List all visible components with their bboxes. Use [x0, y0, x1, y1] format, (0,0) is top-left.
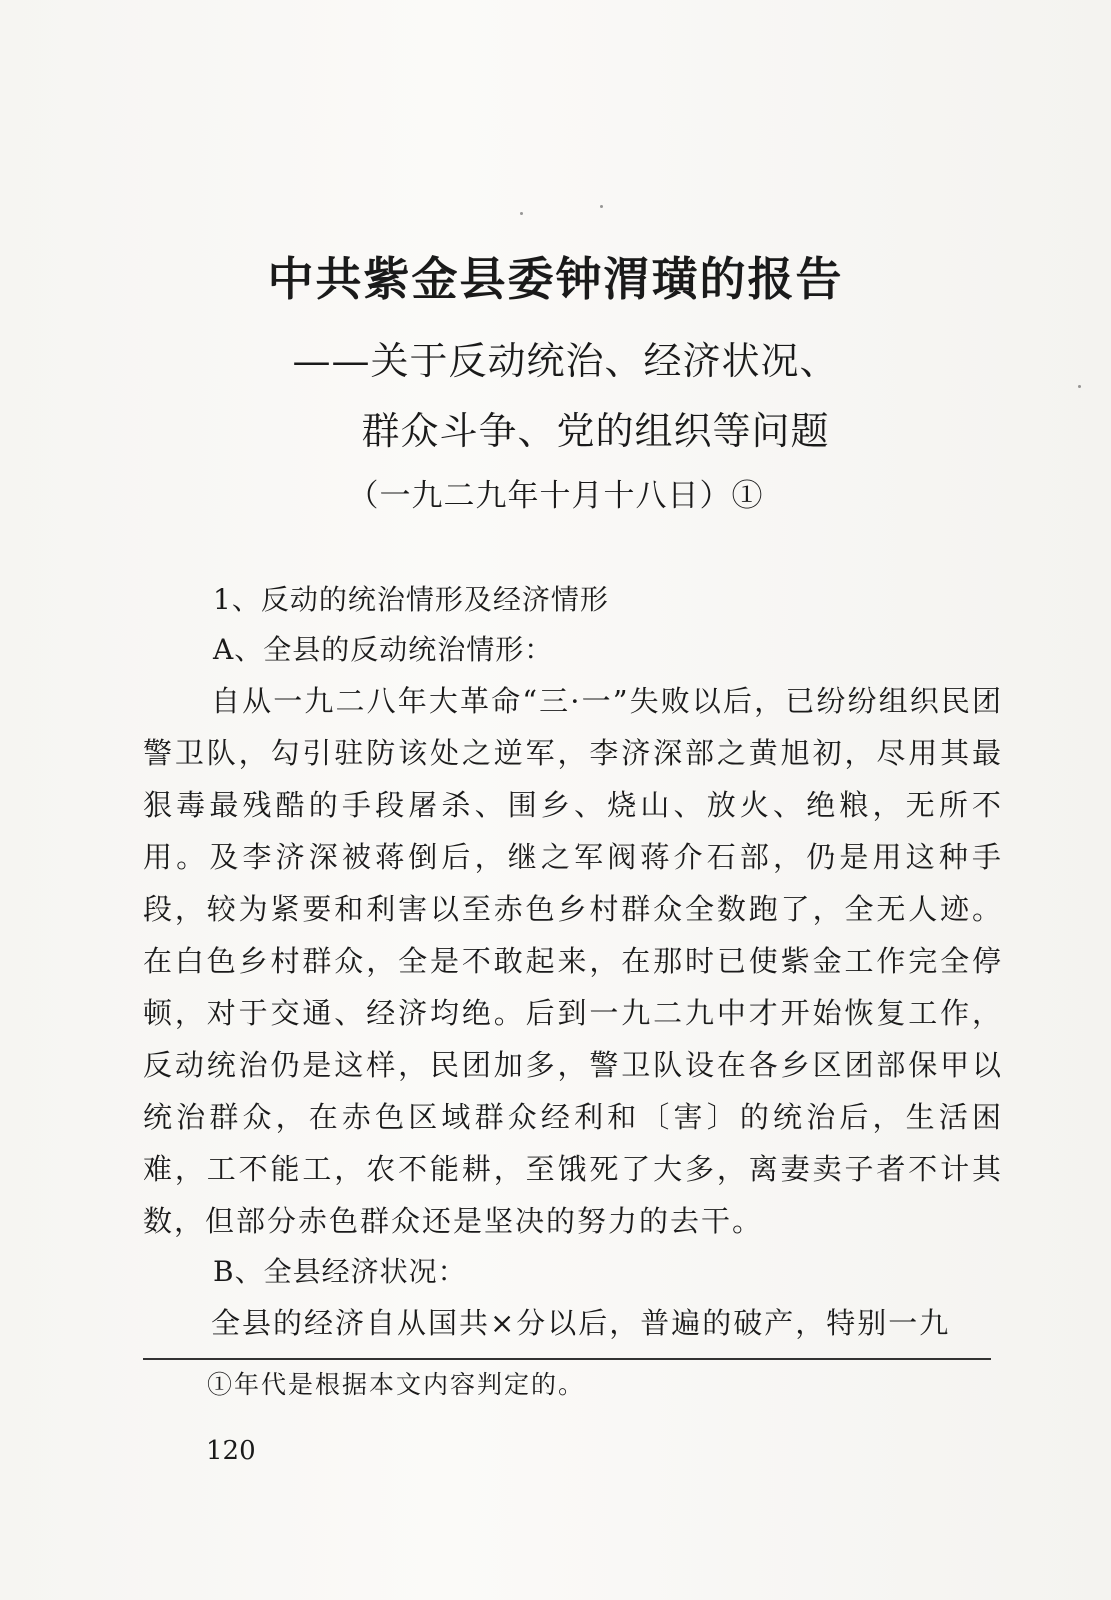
footnote-divider: [143, 1358, 991, 1360]
section-1-heading: 1、反动的统治情形及经济情形: [213, 583, 609, 616]
scan-speck: [520, 212, 523, 215]
document-subtitle-line-1: ——关于反动统治、经济状况、: [292, 339, 839, 383]
document-title: 中共紫金县委钟渭璜的报告: [267, 252, 844, 306]
document-subtitle-line-2: 群众斗争、党的组织等问题: [361, 409, 830, 453]
scan-speck: [600, 205, 603, 208]
section-b-paragraph: 全县的经济自从国共×分以后，普遍的破产，特别一九: [211, 1306, 951, 1340]
section-b-heading: B、全县经济状况：: [213, 1255, 467, 1288]
section-a-paragraph: 自从一九二八年大革命“三·一”失败以后，已纷纷组织民团警卫队，勾引驻防该处之逆军，李济深部之黄旭初，尽用其最狠毒最残酷的手段屠杀、围乡、烧山、放火、绝粮，无所不用。及李济深被蒋倒后，继之军阀蒋介石部，仍是用这种手段，较为紧要和利害以至赤色乡村群众全数跑了，全无人迹。在白色乡村群众，全是不敢起来，在那时已使紫金工作完全停顿，对于交通、经济均绝。后到一九二九中才开始恢复工作，反动统治仍是这样，民团加多，警卫队设在各乡区团部保甲以统治群众，在赤色区域群众经利和〔害〕的统治后，生活困难，工不能工，农不能耕，至饿死了大多，离妻卖子者不计其数，但部分赤色群众还是坚决的努力的去干。: [143, 684, 1003, 1238]
section-a-heading: A、全县的反动统治情形：: [213, 633, 554, 666]
document-body: [143, 575, 1003, 1349]
scan-speck: [1078, 385, 1081, 388]
page-number: 120: [206, 1436, 256, 1466]
document-date: （一九二九年十月十八日）①: [347, 478, 764, 514]
footnote: ①年代是根据本文内容判定的。: [207, 1370, 586, 1399]
